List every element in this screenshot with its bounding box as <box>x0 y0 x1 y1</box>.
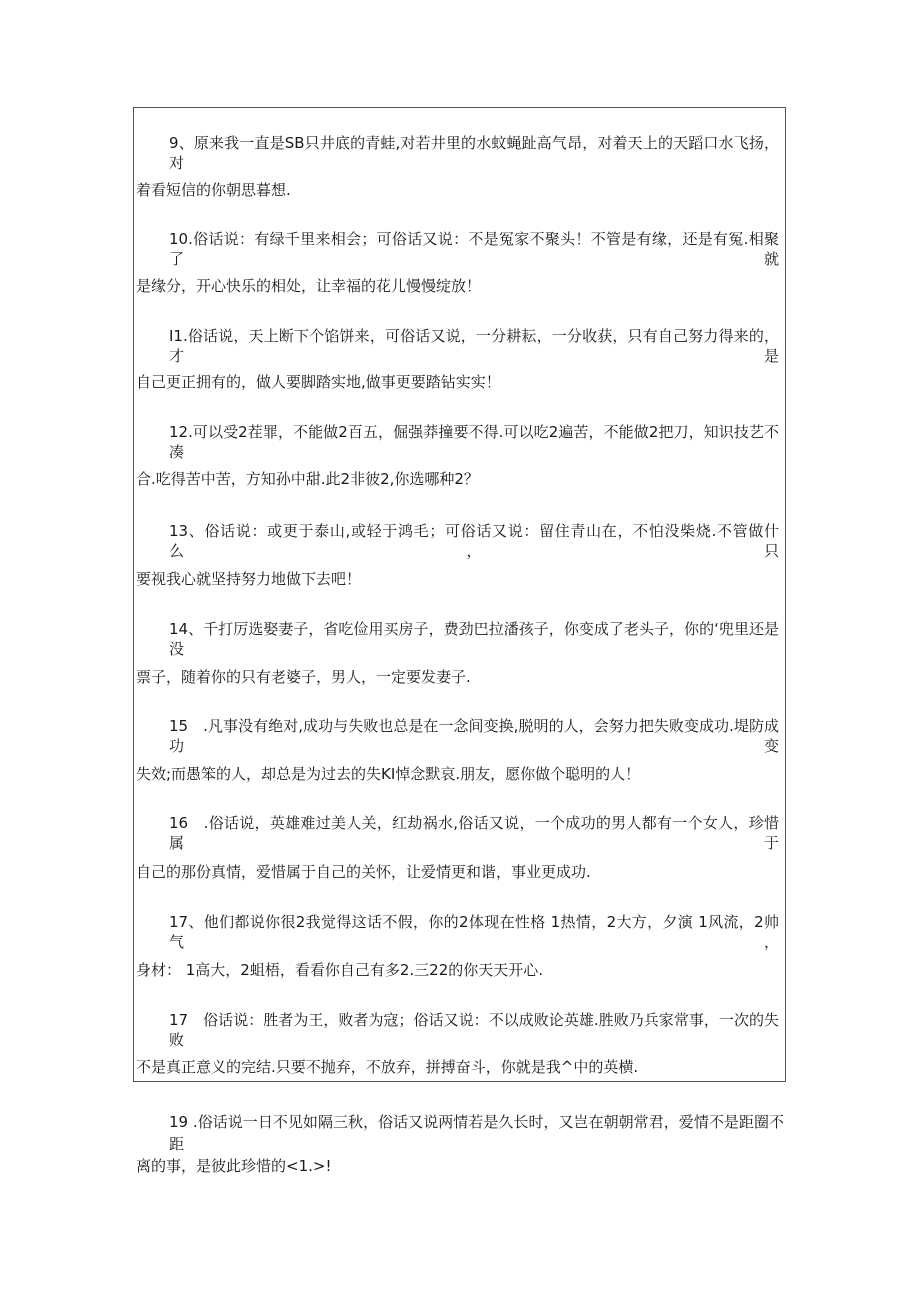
paragraph-line: 合.吃得苦中苦，方知孙中甜.此2非彼2,你选哪种2？ <box>136 470 479 488</box>
paragraph-line: 15 .凡事没有绝对,成功与失败也总是在一念间变换,脱明的人，会努力把失败变成功.堤防成功变 <box>169 717 779 755</box>
paragraph-line: 17、他们都说你很2我觉得这话不假，你的2体现在性格 1热情，2大方，夕演 1风流，2帅气， <box>169 913 779 951</box>
paragraph-line: 是缘分，开心快乐的相处，让幸福的花儿慢慢绽放！ <box>136 277 482 295</box>
paragraph-line: 17 俗话说：胜者为王，败者为寇；俗话又说：不以成败论英雄.胜败乃兵家常事，一次的失败 <box>169 1011 779 1049</box>
paragraph-line: 票子，随着你的只有老婆子，男人，一定要发妻子. <box>136 668 471 686</box>
paragraph-line: 9、原来我一直是SB只井底的青蛙,对若井里的水蚊蝇趾高气昂，对着天上的天蹈口水飞扬， 对 <box>169 134 779 172</box>
paragraph-line: 不是真正意义的完结.只要不抛弃，不放弃，拼搏奋斗，你就是我^中的英横. <box>136 1058 639 1076</box>
paragraph-line: I1.俗话说，天上断下个馅饼来，可俗话又说，一分耕耘，一分收获，只有自己努力得来的，才是 <box>169 327 779 365</box>
paragraph-line: 13、俗话说：或更于泰山,或轻于鸿毛；可俗话又说：留住青山在，不怕没柴烧.不管做什么，只 <box>169 522 779 560</box>
paragraph-line: 离的事，是彼此珍惜的<1.>! <box>136 1157 332 1175</box>
paragraph-line: 12.可以受2茬罪，不能做2百五，倔强莽撞要不得.可以吃2遍苦，不能做2把刀，知识技艺不凑 <box>169 423 779 461</box>
tail-paragraph <box>136 1111 784 1177</box>
paragraph-line: 自己更正拥有的，做人要脚踏实地,做事更要踏钻实实！ <box>136 373 501 391</box>
paragraph-line: 要视我心就坚持努力地做下去吧！ <box>136 570 362 588</box>
paragraph-line: 失效;而愚笨的人，却总是为过去的失KI悼念默哀.朋友，愿你做个聪明的人！ <box>136 765 641 783</box>
paragraph-line: 自己的那份真情，爱惜属于自己的关怀，让爱情更和谐，事业更成功. <box>136 863 591 881</box>
paragraph-line: 14、千打厉选娶妻子，省吃俭用买房子，费劲巴拉潘孩子，你变成了老头子，你的‘兜里还是没 <box>169 620 779 658</box>
paragraph-line: 身材： 1高大，2蛆梧，看看你自己有多2.三22的你天天开心. <box>136 961 544 979</box>
paragraph-line: 10.俗话说：有绿千里来相会；可俗话又说：不是冤家不聚头！不管是有缘，还是有冤.相聚了就 <box>169 230 779 268</box>
paragraph-line: 着看短信的你朝思暮想. <box>136 181 291 199</box>
paragraph-line: 19 .俗话说一日不见如隔三秋，俗话又说两情若是久长时，又岂在朝朝常君，爱情不是距圈不距 <box>169 1113 784 1153</box>
paragraph-line: 16 .俗话说，英雄难过美人关，红劫祸水,俗话又说，一个成功的男人都有一个女人，珍惜属于 <box>169 814 779 852</box>
